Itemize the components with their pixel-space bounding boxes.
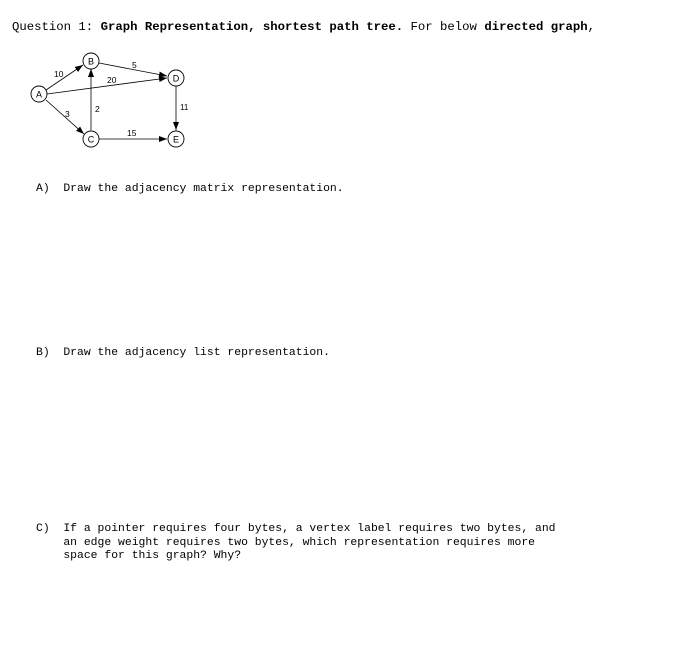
node-c-label: C bbox=[87, 134, 95, 145]
node-b bbox=[83, 53, 99, 69]
node-a bbox=[31, 86, 47, 102]
node-d bbox=[168, 70, 184, 86]
part-b-text: B) Draw the adjacency list representation. bbox=[36, 347, 330, 359]
question-suffix: , bbox=[587, 20, 596, 34]
edge-a-b bbox=[46, 65, 83, 90]
question-prefix: Question 1: bbox=[12, 20, 101, 34]
node-e bbox=[168, 131, 184, 147]
weight-b-d: 5 bbox=[132, 60, 137, 70]
weight-a-d: 20 bbox=[107, 75, 117, 85]
weight-c-b: 2 bbox=[95, 104, 100, 114]
weight-a-c: 3 bbox=[65, 109, 70, 119]
part-c-text: C) If a pointer requires four bytes, a vertex label requires two bytes, and an edge weight requires two bytes, which representation requires more space for this graph? Why? bbox=[36, 523, 556, 562]
part-a-text: A) Draw the adjacency matrix representation. bbox=[36, 183, 344, 195]
node-a-label: A bbox=[35, 89, 43, 100]
node-d-label: D bbox=[172, 73, 180, 84]
question-emph: directed graph bbox=[484, 20, 588, 34]
weight-d-e: 11 bbox=[180, 103, 189, 112]
directed-graph-figure bbox=[0, 0, 200, 160]
node-c bbox=[83, 131, 99, 147]
node-b-label: B bbox=[87, 56, 95, 67]
weight-c-e: 15 bbox=[127, 128, 137, 138]
node-e-label: E bbox=[172, 134, 180, 145]
question-topic: Graph Representation, shortest path tree. bbox=[100, 20, 404, 34]
question-mid: For below bbox=[403, 20, 485, 34]
weight-a-b: 10 bbox=[54, 69, 64, 79]
